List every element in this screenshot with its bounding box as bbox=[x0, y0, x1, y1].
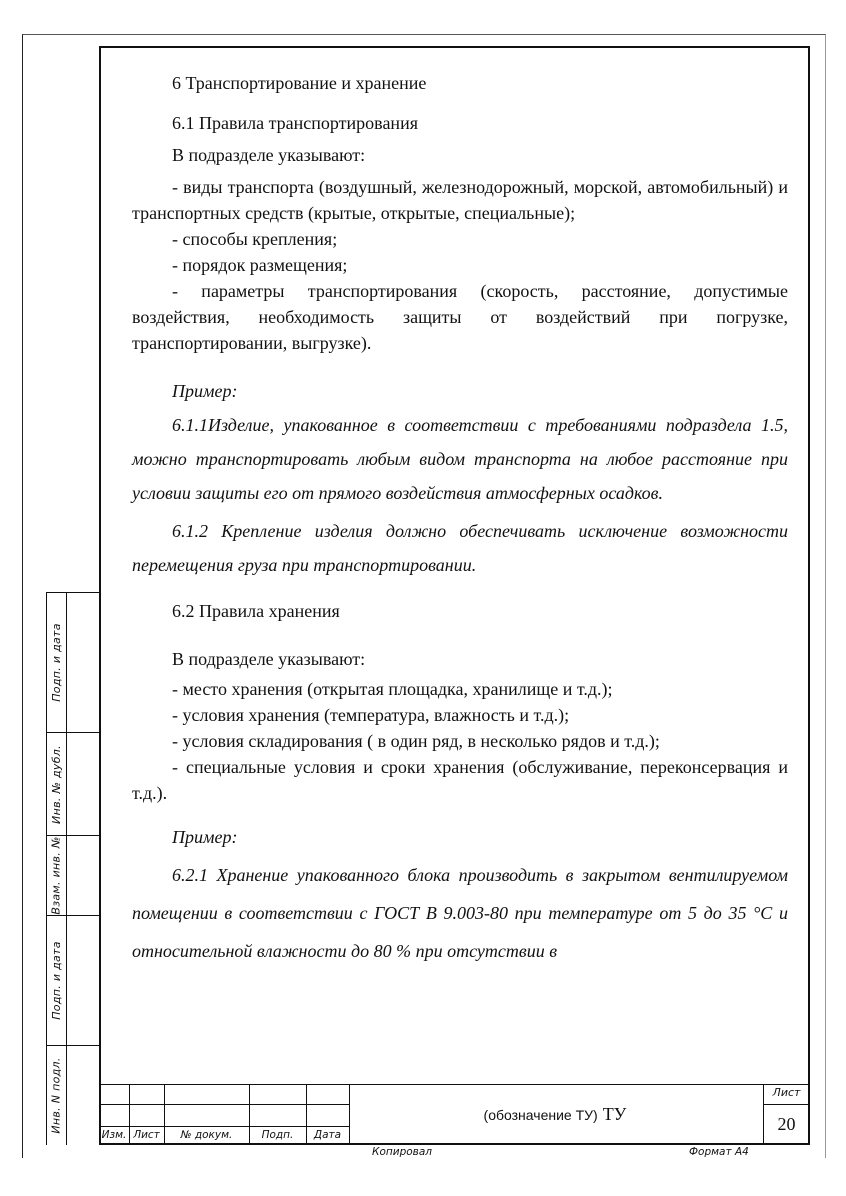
side-stamp-label: Взам. инв. № bbox=[49, 836, 63, 915]
list-item: - способы крепления; bbox=[172, 229, 338, 249]
side-stamp-label: Инв. N подл. bbox=[49, 1057, 63, 1134]
section-heading: 6 Транспортирование и хранение bbox=[172, 73, 427, 93]
list-item: - параметры транспортирования (скорость, расстояние, допустимые воздействия, необходимость защиты от воздействий при погрузке, транспортировании, выгрузке). bbox=[132, 281, 788, 353]
list-item: - виды транспорта (воздушный, железнодорожный, морской, автомобильный) и транспортных средств (крытые, открытые, специальные); bbox=[132, 177, 788, 223]
side-stamp-label: Подп. и дата bbox=[49, 623, 63, 702]
caption-signature: Подп. bbox=[261, 1129, 294, 1141]
list-item: - порядок размещения; bbox=[172, 255, 348, 275]
subsection-heading-storage: 6.2 Правила хранения bbox=[172, 601, 340, 621]
side-stamp-label: Инв. № дубл. bbox=[49, 744, 63, 824]
title-block bbox=[99, 1084, 810, 1145]
subsection-heading-transport: 6.1 Правила транспортирования bbox=[172, 113, 418, 133]
document-designation bbox=[349, 1084, 761, 1145]
list-item: - условия хранения (температура, влажность и т.д.); bbox=[172, 705, 570, 725]
side-stamp-label: Подп. и дата bbox=[49, 941, 63, 1020]
subsection-intro: В подразделе указывают: bbox=[172, 145, 366, 165]
side-stamp-cell bbox=[46, 835, 99, 915]
designation-text: (обозначение ТУ) bbox=[483, 1106, 598, 1123]
footer-format: Формат А4 bbox=[689, 1146, 749, 1158]
example-paragraph: 6.2.1 Хранение упакованного блока производить в закрытом вентилируемом помещении в соответствии с ГОСТ В 9.003-80 при температуре от 5 до 35 °С и относительной влажности до 80 % при отсутствии в bbox=[132, 865, 788, 961]
list-item: - условия складирования ( в один ряд, в несколько рядов и т.д.); bbox=[172, 731, 660, 751]
side-stamp-cell bbox=[46, 592, 99, 732]
example-label: Пример: bbox=[172, 827, 238, 847]
list-item: - место хранения (открытая площадка, хранилище и т.д.); bbox=[172, 679, 613, 699]
list-item: - специальные условия и сроки хранения (обслуживание, переконсервация и т.д.). bbox=[132, 757, 788, 803]
sheet-label: Лист bbox=[772, 1086, 801, 1099]
caption-date: Дата bbox=[313, 1129, 342, 1141]
document-body bbox=[132, 70, 788, 970]
caption-doc-number: № докум. bbox=[180, 1129, 233, 1141]
example-paragraph: 6.1.1Изделие, упакованное в соответствии с требованиями подраздела 1.5, можно транспортировать любым видом транспорта на любое расстояние при условии защиты его от прямого воздействия атмосферных осадков. bbox=[132, 415, 788, 503]
sheet-number: 20 bbox=[777, 1113, 796, 1134]
footer-copied: Копировал bbox=[372, 1146, 432, 1158]
side-stamp-cell bbox=[46, 1045, 99, 1145]
caption-izm: Изм. bbox=[101, 1129, 127, 1141]
caption-list: Лист bbox=[133, 1129, 160, 1141]
side-stamp bbox=[46, 592, 99, 1145]
side-stamp-cell bbox=[46, 915, 99, 1045]
designation-suffix: ТУ bbox=[602, 1104, 627, 1124]
side-stamp-cell bbox=[46, 732, 99, 835]
subsection-intro: В подразделе указывают: bbox=[172, 649, 366, 669]
example-paragraph: 6.1.2 Крепление изделия должно обеспечивать исключение возможности перемещения груза при транспортировании. bbox=[132, 521, 788, 575]
example-label: Пример: bbox=[172, 381, 238, 401]
